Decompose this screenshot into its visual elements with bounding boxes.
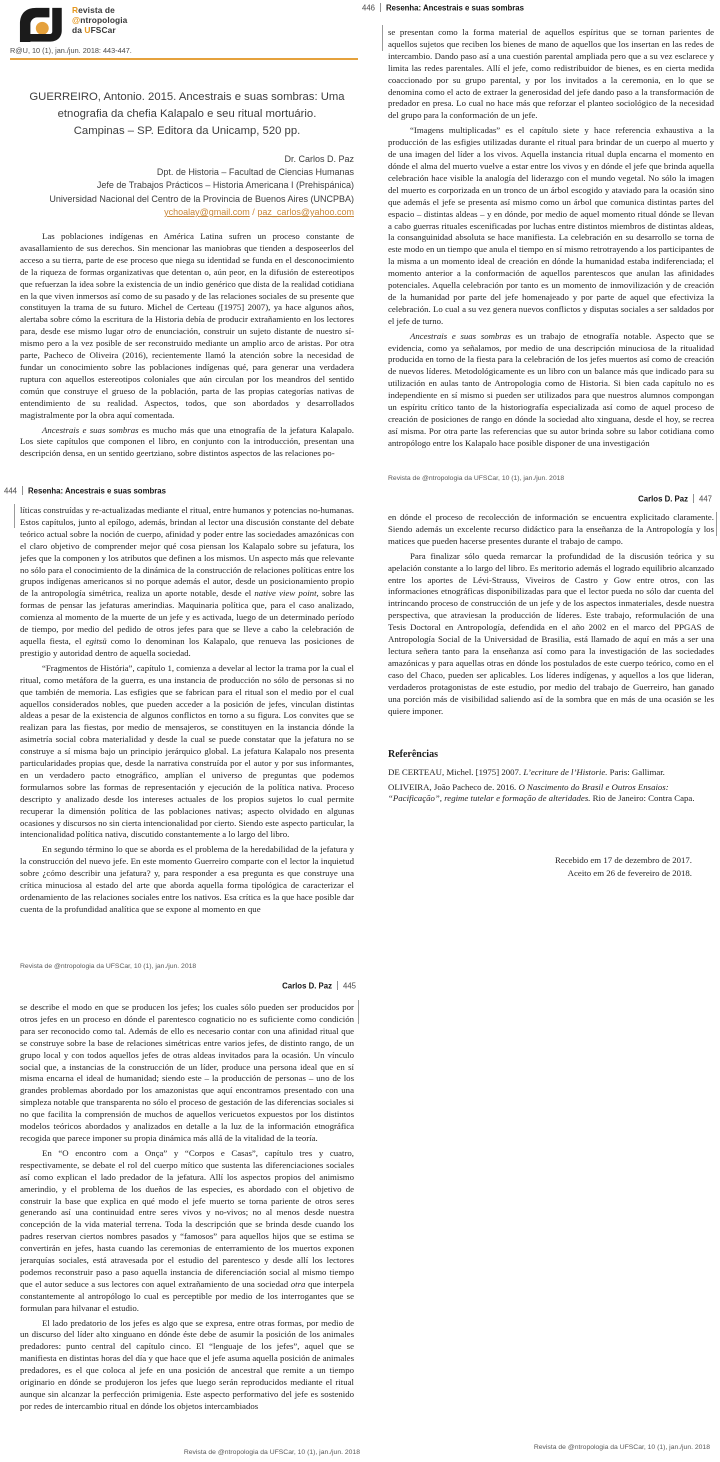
page-446-body [388,27,714,453]
text-segment: Ancestrais e suas sombras [410,330,511,341]
masthead-divider [10,58,358,60]
text-segment: En segundo término lo que se aborda es el problema de la heredabilidad de la jefatura y la construcción del nuevo jefe. En este momento Guerreiro comparte con el lector la inquietud sobre ¿cómo describir una jefatura? y, para responder a esa pregunta es que construye una crítica minuciosa al estado del arte que aborda aquella forma tipológica de caracterizar el ordenamiento de las relaciones sociales entre los nativos. Esa crítica es la que hace posible dar cuenta de la profundidad analítica que se expone al momento en que [20,844,354,914]
text-segment: FSCar [90,24,116,35]
text-segment: ntropologia [80,14,128,25]
text-segment: egitsü [85,635,107,646]
page-444-header [4,486,166,496]
text-segment: que interpela constantemente al antropólogo lo cual es perceptible por medio de los interrogantes que se formulan para hilvanar el estudio. [20,1278,354,1313]
page-444-body [20,505,354,919]
paragraph [20,844,354,915]
review-author-block [20,153,354,219]
text-segment: Rio de Janeiro: Contra Capa. [590,793,695,804]
paragraph [20,1318,354,1413]
text-line: Campinas – SP. Editora da Unicamp, 520 pp. [73,125,301,137]
paragraph [20,425,354,461]
page-443-body [20,231,354,463]
email-link-2[interactable]: paz_carlos@yahoo.com [257,206,354,217]
header-divider-bar [693,494,694,503]
text-segment: otro [126,326,141,337]
journal-name-line [72,26,127,36]
page-445-footer: Revista de @ntropologia da UFSCar, 10 (1), jan./jun. 2018 [183,1449,360,1456]
journal-name [72,6,127,35]
paragraph [388,512,714,548]
paragraph [388,767,714,779]
paragraph [388,125,714,327]
text-segment: L’ecriture de l’Historie. [523,767,608,777]
page-445-body [20,1002,354,1416]
text-segment: evista de [78,5,115,15]
references-heading: Referências [388,749,438,760]
received-date: Recebido em 17 de dezembro de 2017. [554,855,692,865]
paragraph [388,551,714,718]
text-segment: “Fragmentos de História”, capítulo 1, comienza a develar al lector la trama por la cual el ritual, como metáfora de la guerra, es una instancia de producción no sólo de personas si no que también de memoria. Las esfigies que se fabrican para el ritual son el medio por el cual aquellos considerados nobles, que pueden acceder a la posición de jefes, vinculan distintas aldeas a pesar de la existencia de algunos conflictos en torno a su figura. Los convites que se realizan para las fiestas, por medio de mensajeros, se constituyen en la instancia dónde la asimetría social cobra materialidad y desde la cual se puede constatar que la jefatura no se construye a sí misma bajo un principio jerárquico global. La jefatura Kalapalo nos presenta particularidades propias que, desde la narrativa construída por el autor y por sus informantes, en un verdadero pacto etnográfico, amplían el universo de preguntas que podemos formularnos sobre las formas de representación y ejecución de la política nativa. Proceso descripto y analizado desde los intereses actuales de los propios sujetos lo cual permite recuperar la dimensión política de las poblaciones nativas; aspecto olvidado en algunas ocasiones y discursos no sin cierta intencionalidad por cierto. Siendo este aspecto particular, la intencionalidad política nativa, discutido constantemente a lo largo del libro. [20,662,354,840]
text-segment: U [84,24,91,35]
page-443 [10,5,360,60]
text-segment: Paris: Gallimar. [607,767,665,777]
paragraph [20,1002,354,1145]
text-segment: R [72,5,79,15]
page-number: 446 [362,3,376,13]
paragraph [20,231,354,422]
margin-tick [14,504,15,528]
text-segment: OLIVEIRA, João Pacheco de. 2016. [388,781,519,792]
references-list [388,767,714,808]
page-number: 447 [698,494,712,504]
running-author: Carlos D. Paz [282,981,332,991]
email-separator: / [249,206,258,217]
text-line: etnografia da chefia Kalapalo e seu ritual mortuário. [57,108,317,120]
text-segment: en dónde el proceso de recolección de información se encuentra explicitado claramente. Siendo además un excelente recurso didáctico para la enseñanza de la Antropología y los matices que pueden hacerse presentes durante el trabajo de campo. [388,512,714,546]
running-title: Resenha: Ancestrais e suas sombras [386,3,524,13]
text-segment: En “O encontro com a Onça” y “Corpos e Casas”, capítulo tres y cuatro, respectivamente, se debate el rol del cuerpo mítico que sustenta las diferenciaciones sociales así como explican el lado predador de la jefatura. Allí los aspectos propios del animismo amerindio, y el problema de los dueños de las especies, es abordado con el objetivo de construir la base que explica en qué modo el jefe muerto se torna pariente de otros seres generando así una continuidad entre seres vivos y no-vivos; no al menos desde nuestra concepción de la vida material terrena. Toda la descripción que se brinda desde cuando los padres reservan ciertos nombres pasados y “famosos” para aquellos hijos que se estima se convertirán en jefes, hasta cuando las ceremonias de enterramiento de los muertos exponen jerarquías sociales, está atravesada por el estudio del parentesco y desde allí los lectores podemos reconstruir paso a paso aquella instancia de diferenciación social al mismo tiempo que el autor seduce a sus lectores con aquel extrañamiento de una sociedad [20,1147,354,1289]
text-segment: native view point [254,588,317,599]
text-segment: otra [290,1278,306,1289]
margin-tick [382,25,383,51]
text-segment: , sobre las formas de pensar las jefaturas amerindias. Maquinaria política que, para el caso analizado, comienza al momento de la muerte de un jefe y es activada, luego de un determinado período de tiempo, por medio del pedido de otros jefes para que se lleve a cabo la celebración de aquella fiesta, el [20,588,354,646]
paragraph [388,331,714,450]
author-emails [20,206,354,219]
page-447-header [638,494,712,504]
review-title [20,89,354,140]
received-accepted-block [555,854,692,880]
text-segment: Las poblaciones indígenas en América Latina sufren un proceso constante de avasallamiento de sus derechos. Sin mencionar las maniobras que tienden a desposeerlos del acceso a su tierra, parte de ese proceso que niega su identidad se funda en el desconocimiento de la riqueza de formas organizativas que detentan o, aún peor, en la difusión de estereotipos que refuerzan la idea sobre la existencia de un indio genérico que dista de la realidad cotidiana en la que viven inmersos así como de su pasado y de las relaciones sociales de su presente que constituyen la trama de su futuro. Michel de Certeau ([1975] 2007), ya hace algunos años, alertaba sobre cómo la escritura de la Historia debía de producir extrañamiento en los lectores para, desde ese mismo lugar [20,231,354,337]
page-447-footer: Revista de @ntropologia da UFSCar, 10 (1), jan./jun. 2018 [533,1444,710,1451]
text-segment: “Imagens multiplicadas” es el capítulo siete y hace referencia exhaustiva a la producción de las esfigies utilizadas durante el ritual para brindar de un cuerpo al muerto y de una imagen del líder a los vivos. Aquella instancia ritual dupla encarna el momento en dónde el alma del muerto vuelve a estar entre los vivos y en dónde el jefe que brinda aquella celebración hace visible la analogía del liderazgo con el mundo vegetal. No sólo la imagen del muerto es corporizada en un tronco de un árbol escogido y ataviado para la ocasión sino que además el jefe se presenta así mismo como un árbol que comunica distintas partes del espacio – distintas aldeas – y en dónde, por medio de aquel momento ritual dónde se llevan a cabo guerras rituales escenificadas por luchas entre distintos miembros de distintas aldeas, la consanguinidad absoluta se hace manifiesta. La celebración en su desarrollo se torna de este modo en un tiempo que anula el tiempo en sí mismo retrotrayendo a los participantes de la misma a un momento ideal de creación en dónde la humanidad estaba indiferenciada; el momento anterior a la conformación de aquellos parentescos que anulan las afinidades potenciales. Aquella celebración por tanto es un momento de inmovilización y de creación de la humanidad por parte del jefe homenajeado y por parte de aquel que efectiviza la celebración. Lo cual a su vez genera nuevos conflictos y disputas sociales a ser saldados por el jefe de turno. [388,125,714,326]
text-line: Universidad Nacional del Centro de la Provincia de Buenos Aires (UNCPBA) [49,193,354,204]
text-segment: es mucho más que una etnografía de la jefatura Kalapalo. Los siete capítulos que componen el libro, en conjunto con la introducción, presentan una descripción densa, en un sentido geertziano, sobre distintos aspectos de las relaciones po- [20,424,354,459]
paragraph [388,27,714,122]
text-segment: O Nascimento do Brasil e Outros Ensaios: “Pacificação”, regime tutelar e formação de alteridades. [388,781,669,804]
running-author: Carlos D. Paz [638,494,688,504]
paragraph [388,782,714,805]
header-divider-bar [22,486,23,495]
paragraph [20,1148,354,1315]
margin-tick [716,512,717,536]
paragraph [20,663,354,842]
page-447-body [388,512,714,720]
text-segment: da [72,24,85,35]
text-line: Jefe de Trabajos Prácticos – Historia Americana I (Prehispánica) [96,180,354,191]
page-446-header [362,3,524,13]
accepted-date: Aceito em 26 de fevereiro de 2018. [567,868,692,878]
text-line: GUERREIRO, Antonio. 2015. Ancestrais e suas sombras: Uma [29,91,345,103]
text-segment: @ [72,14,81,25]
text-segment: se describe el modo en que se producen los jefes; los cuales sólo pueden ser producidos por otros jefes en un proceso en dónde el parentesco cognaticio no es suficiente como condición para ser reconocido como tal. Además de ello es necesario contar con una afinidad ritual que se construye sobre la base de relaciones simétricas entre varios jefes, de distinto rango, de un grupo local y con todos aquellos jefes de otras aldeas invitados para la ocasión. Un vínculo social que, a instancias de la construcción de un líder, produce una persona ideal que en sí misma encarna el ideal de humanidad; siendo este – la producción de personas – uno de los grandes problemas abordado por los amazonistas que aquí encontramos presentado con una simpleza notable que transparenta no sólo el proceso de gestación de las diferencias sociales si no que facilita la comprensión de muchos de aquellos vericuetos expuestos por los distintos modelos teóricos abordados y analizados en detalle a la luz de la información etnográfica recogida que parece imponer su propia dinámica más allá de la vitalidad de la teoría. [20,1002,354,1143]
page-444-footer: Revista de @ntropologia da UFSCar, 10 (1), jan./jun. 2018 [20,963,197,970]
rau-logo-icon [10,5,66,43]
page-number: 445 [342,981,356,991]
running-title: Resenha: Ancestrais e suas sombras [28,486,166,496]
text-line: Dr. Carlos D. Paz [284,154,354,164]
text-segment: Para finalizar sólo queda remarcar la profundidad de la discusión teórica y su apelación constante a lo largo del libro. Es meritorio además el logrado equilibrio alcanzado entre los aportes de Lévi-Strauss, Viveiros de Castro y Gow entre otros, con las informaciones etnográficas disponibilizadas para que el lector pueda no sólo dar cuenta del intrincando proceso de construcción de un jefe y de los aspectos inmateriales, desde nuestra perspectiva, que atraviesan la producción de líderes. Este trabajo, reformulación de una Tesis Doctoral en Antropología, defendida en el año 2002 en el marco del PPGAS de Antropología Social de la Universidad de Brasilia, está llamado de aquí en más a ser una lectura señera tanto para la enseñanza así como para la investigación de las sociedades amazónicas y para aquellas otras en dónde los postulados de este cuerpo teórico, como en el caso del Chaco, pueden ser aplicables. Los líderes indígenas, y aquellos a los que lideran, verdaderos protagonistas de este estudio, por medio del trabajo de Guerreiro, han ganado una porción más de visibilidad saliendo así de la sombra que en más de una ocasión se les quiere imponer. [388,550,714,716]
text-segment: Ancestrais e suas sombras [42,424,139,435]
header-divider-bar [380,3,381,12]
author-lines [20,153,354,206]
text-segment: líticas construídas y re-actualizadas mediante el ritual, entre humanos y potencias no-humanas. Estos capítulos, junto al epílogo, además, brindan al lector una discusión constante del debate teórico actual sobre la noción de cuerpo, afinidad y poder entre las sociedades amazónicas con el claro objetivo de comprender mejor qué cosa piensan los Kalapalo sobre su jefatura, los jefes que la componen y los atributos que definen a los mismos. Un aspecto más que relevante no sólo para el conocimiento de la dinámica de la construcción de relaciones políticas entre los grupos indígenas americanos si no porque además el autor, desde un posicionamiento propio de la antropología simétrica, realiza un aporte notable, desde el [20,505,354,599]
page-446-footer: Revista de @ntropologia da UFSCar, 10 (1), jan./jun. 2018 [388,475,565,482]
paragraph [20,505,354,660]
text-segment: es un trabajo de etnografía notable. Aspecto que se evidencia, como ya señalamos, por medio de una descripción minuciosa de la ritualidad producida en torno de la fiesta para la celebración de los jefes muertos así como de creación de nuevos líderes. Metodológicamente es un libro con un balance más que indicado para su utilización en aulas tanto de Antropologia como de Historia. Si bien cada capítulo no es independiente en sí mismo si pueden ser utilizados para que nuestros alumnos compongan un espíritu crítico tanto de la historiografía especializada así como de aquel proceso de creación de posiciones de rango en dónde la sociedad alto xinguana, desde el hoy, se recrea así misma. Por otra parte las referencias que su autor brinda sobre su labor cotidiana como antropólogo entre los Kalapalo hace posible disponer de una investigación [388,330,714,448]
text-segment: se presentan como la forma material de aquellos espíritus que se tornan parientes de aquellos sujetos que reciben los bienes de mano de aquellos que los insertan en las redes de intercambio. Dando paso así a una cuestión parental ampliada pero que a su vez esclarece y limita las redes parentales. Allí el jefe, como redistribuidor de bienes, es en cierta medida coaccionado por su grupo parental, y por los invitados a la ceremonia, en lo que se denomina como el acto de extraer la generosidad del jefe dando paso a la transformación de predador en presa. Lo cual no hace más que reforzar el planteo sociológico de la necesidad del grupo para la conformación de un jefe. [388,27,714,121]
margin-tick [358,1000,359,1024]
text-segment: de enunciación, construir un sujeto distante de nuestro sí-mismo pero a la vez posible de ser reconstruido mediante un amplio arco de aristas. Por otra parte, Pacheco de Oliveira (2016), recientemente llamó la atención sobre la necesidad de fundar un conocimiento sobre las poblaciones indígenas qué, para generar una verdadera ruptura con aquellos estereotipos coloniales que aún circulan por los meandros del sentido común que construye el grueso de la población, parta de las propias categorías nativas de entendimiento de su realidad. Aspectos, todos, que son abordados y desarrollados magistralmente por la obra aquí comentada. [20,326,354,420]
issue-citation: R@U, 10 (1), jan./jun. 2018: 443-447. [10,46,132,55]
text-segment: DE CERTEAU, Michel. [1975] 2007. [388,767,524,777]
email-link-1[interactable]: ychoalay@gmail.com [164,206,250,217]
page-445-header [282,981,356,991]
header-divider-bar [337,981,338,990]
journal-masthead [10,5,360,43]
text-segment: El lado predatorio de los jefes es algo que se expresa, entre otras formas, por medio de un discurso del líder alto xinguano en dónde éste debe de asumir la posición de los animales predadores: punto central del capítulo cinco. El “lenguaje de los jefes”, aquel que se manifiesta en distintas horas del día y que hace que el jefe asuma aquella posición de animales predadores, es el que coloca al jefe en una posición de ancestral que remite a un tiempo originario en dónde se produjeron los jefes que luego serán reproducidos mediante el ritual aunque sin alcanzar la perfección primigenia. Este aspecto performativo del jefe es sostenido por redes de intercambio ritual en dónde los objetos intercambiados [20,1317,354,1411]
text-segment: como lo denominan los Kalapalo, que renueva las posiciones de prestigio y autoridad dentro de aquella sociedad. [20,635,354,658]
page-number: 444 [4,486,18,496]
text-line: Dpt. de Historia – Facultad de Ciencias Humanas [156,167,354,178]
